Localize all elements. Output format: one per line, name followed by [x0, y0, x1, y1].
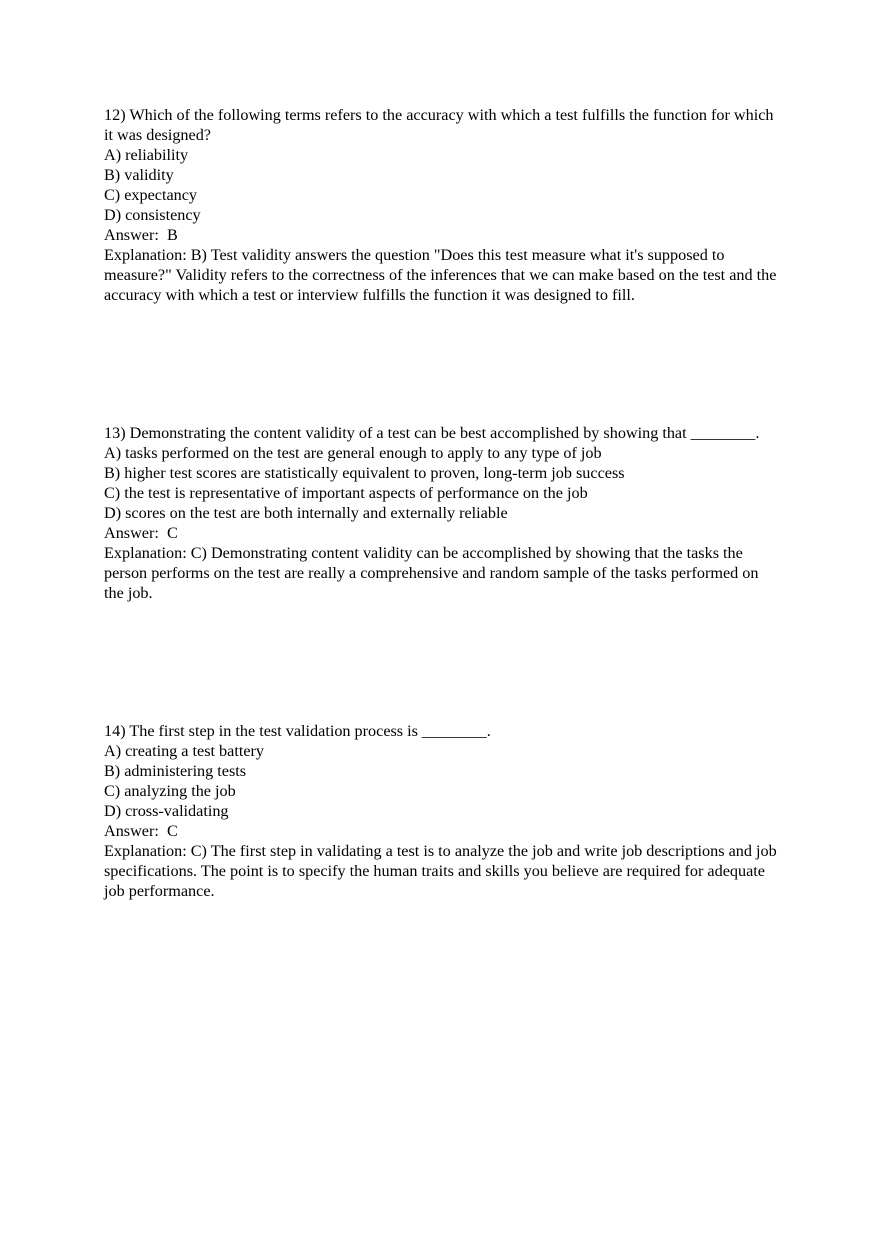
option-b: B) validity: [104, 166, 174, 184]
option-d: D) cross-validating: [104, 802, 229, 820]
explanation: Explanation: B) Test validity answers the question "Does this test measure what it's supposed to measure?" Validity refers to the correctness of the inferences that we can make based on the test and the accuracy with which a test or interview fulfills the function it was designed to fill.: [104, 246, 777, 304]
option-a: A) tasks performed on the test are general enough to apply to any type of job: [104, 444, 602, 462]
option-b: B) higher test scores are statistically equivalent to proven, long-term job success: [104, 464, 625, 482]
question-stem: 13) Demonstrating the content validity of a test can be best accomplished by showing that ________.: [104, 424, 760, 442]
option-d: D) scores on the test are both internally and externally reliable: [104, 504, 508, 522]
explanation: Explanation: C) The first step in validating a test is to analyze the job and write job descriptions and job specifications. The point is to specify the human traits and skills you believe are required for adequate job performance.: [104, 842, 777, 900]
question-12: [104, 105, 779, 305]
option-c: C) analyzing the job: [104, 782, 236, 800]
question-stem: 14) The first step in the test validation process is ________.: [104, 722, 491, 740]
document-page: [104, 105, 779, 901]
option-c: C) expectancy: [104, 186, 198, 204]
question-13: [104, 423, 779, 603]
answer: Answer: C: [104, 822, 178, 840]
option-a: A) creating a test battery: [104, 742, 265, 760]
option-c: C) the test is representative of important aspects of performance on the job: [104, 484, 588, 502]
option-a: A) reliability: [104, 146, 189, 164]
question-14: [104, 721, 779, 901]
explanation: Explanation: C) Demonstrating content validity can be accomplished by showing that the tasks the person performs on the test are really a comprehensive and random sample of the tasks performed on the job.: [104, 544, 759, 602]
question-stem: 12) Which of the following terms refers to the accuracy with which a test fulfills the function for which it was designed?: [104, 106, 774, 144]
option-b: B) administering tests: [104, 762, 247, 780]
answer: Answer: B: [104, 226, 178, 244]
option-d: D) consistency: [104, 206, 201, 224]
answer: Answer: C: [104, 524, 178, 542]
